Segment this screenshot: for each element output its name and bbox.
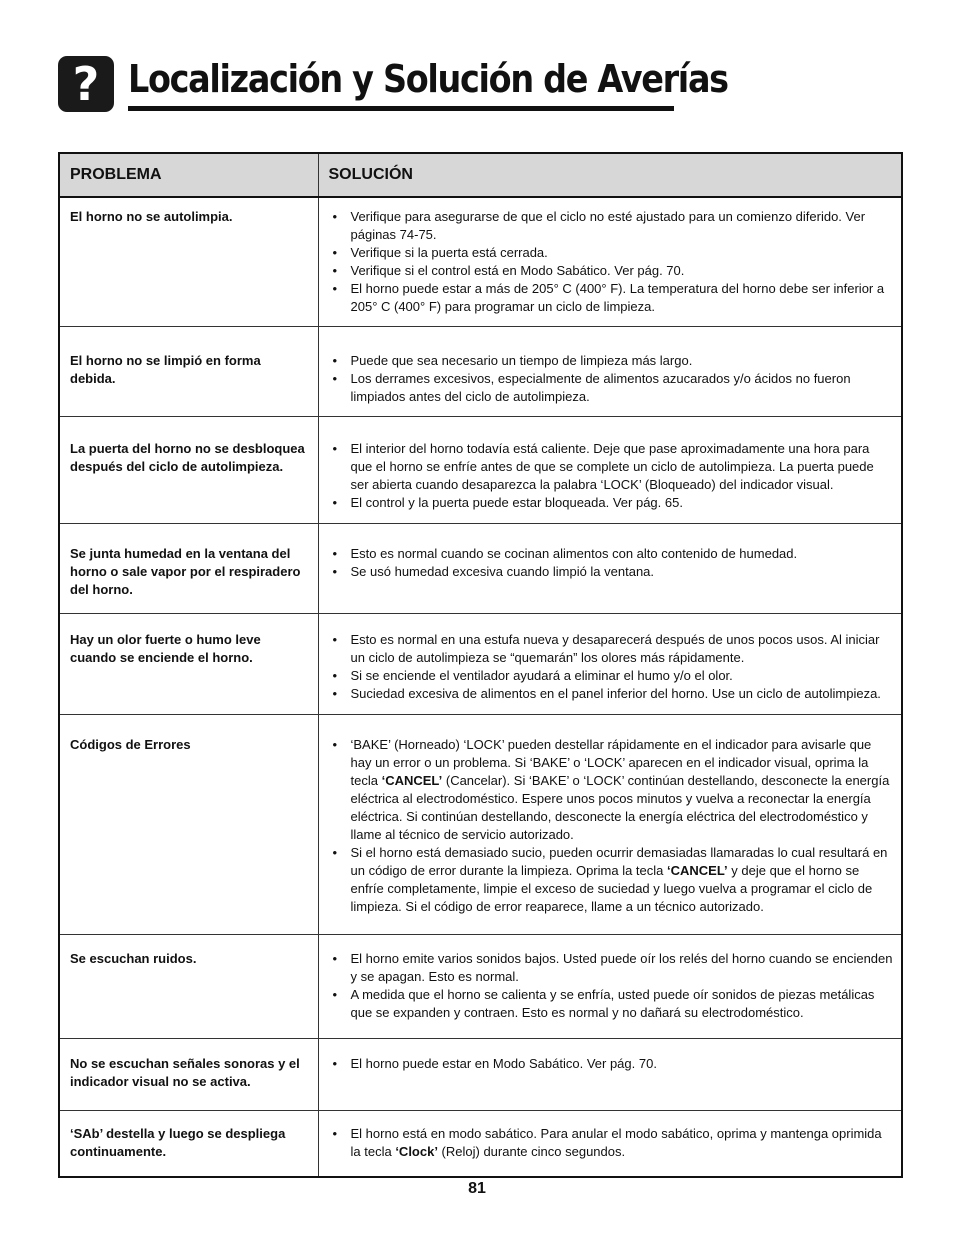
solution-list — [331, 736, 894, 916]
solution-text: Verifique si el control está en Modo Sabático. Ver pág. 70. — [350, 263, 685, 278]
column-header-solution: SOLUCIÓN — [318, 153, 902, 197]
solution-item — [331, 950, 894, 986]
solution-item — [331, 563, 894, 581]
key-name: ‘CANCEL’ — [381, 773, 443, 788]
solution-text: Esto es normal cuando se cocinan alimentos con alto contenido de humedad. — [350, 546, 798, 561]
problem-cell: La puerta del horno no se desbloquea después del ciclo de autolimpieza. — [59, 417, 318, 524]
problem-cell: El horno no se limpió en forma debida. — [59, 327, 318, 417]
key-name: ‘CANCEL’ — [667, 863, 728, 878]
problem-cell: ‘SAb’ destella y luego se despliega continuamente. — [59, 1111, 318, 1177]
solution-item — [331, 244, 894, 262]
solution-item — [331, 1125, 894, 1161]
table-row — [59, 417, 902, 524]
solution-text: (Cancelar). Si ‘BAKE’ o ‘LOCK’ continúan destellando, desconecte la energía eléctrica al electrodoméstico. Espere unos pocos minutos y vuelva a reconectar la energía eléctrica. Si continúan destellando, desconecte la energía eléctrica del electrodoméstico y llame al técnico de servicio autorizado. — [350, 773, 890, 842]
solution-item — [331, 685, 894, 703]
question-mark-icon: ? — [58, 56, 114, 112]
solution-list — [331, 1125, 894, 1161]
page-header — [58, 50, 728, 114]
solution-text: El horno está en modo sabático. Para anular el modo sabático, oprima y mantenga oprimida la tecla — [350, 1126, 882, 1159]
table-row — [59, 327, 902, 417]
solution-list — [331, 352, 894, 406]
solution-text: y deje que el horno se enfríe completamente, limpie el exceso de suciedad y luego vuelva a programar el ciclo de limpieza. Si el código de error reaparece, llame a un técnico autorizado. — [350, 863, 873, 914]
solution-item — [331, 986, 894, 1022]
page-title: Localización y Solución de Averías — [128, 57, 728, 101]
solution-text: El interior del horno todavía está caliente. Deje que pase aproximadamente una hora para que el horno se enfríe antes de que se complete un ciclo de autolimpieza. La puerta puede ser abierta cuando desaparezca la palabra ‘LOCK’ (Bloqueado) del indicador visual. — [350, 441, 874, 492]
problem-cell: Se escuchan ruidos. — [59, 935, 318, 1039]
solution-text: Se usó humedad excesiva cuando limpió la ventana. — [350, 564, 655, 579]
solution-cell — [318, 1039, 902, 1111]
solution-text: Si el horno está demasiado sucio, pueden ocurrir demasiadas llamaradas lo cual resultará en un código de error durante la limpieza. Oprima la tecla — [350, 845, 888, 878]
table-row — [59, 614, 902, 715]
solution-text: Verifique si la puerta está cerrada. — [350, 245, 548, 260]
solution-cell — [318, 524, 902, 614]
solution-list — [331, 440, 894, 512]
solution-text: Si se enciende el ventilador ayudará a eliminar el humo y/o el olor. — [350, 668, 733, 683]
title-underline — [128, 106, 674, 111]
table-header-row — [59, 153, 902, 197]
solution-item — [331, 667, 894, 685]
problem-cell: No se escuchan señales sonoras y el indicador visual no se activa. — [59, 1039, 318, 1111]
troubleshooting-table — [58, 152, 903, 1178]
key-name: ‘Clock’ — [395, 1144, 438, 1159]
solution-list — [331, 1055, 894, 1073]
solution-cell — [318, 935, 902, 1039]
solution-text: A medida que el horno se calienta y se enfría, usted puede oír sonidos de piezas metálicas que se expanden y contraen. Esto es normal y no dañará su electrodoméstico. — [350, 987, 875, 1020]
problem-cell: Se junta humedad en la ventana del horno o sale vapor por el respiradero del horno. — [59, 524, 318, 614]
solution-text: Esto es normal en una estufa nueva y desaparecerá después de unos pocos usos. Al iniciar un ciclo de autolimpieza se “quemarán” los olores más rápidamente. — [350, 632, 880, 665]
table-row — [59, 715, 902, 935]
problem-cell: Códigos de Errores — [59, 715, 318, 935]
solution-text: Verifique para asegurarse de que el ciclo no esté ajustado para un comienzo diferido. Ver páginas 74-75. — [350, 209, 866, 242]
solution-text: (Reloj) durante cinco segundos. — [437, 1144, 626, 1159]
table-row — [59, 1111, 902, 1177]
solution-text: ‘BAKE’ (Horneado) ‘LOCK’ pueden destellar rápidamente en el indicador para avisarle que hay un error o un problema. Si ‘BAKE’ o ‘LOCK’ aparecen en el indicador visual, oprima la tecla — [350, 737, 872, 788]
solution-item — [331, 545, 894, 563]
solution-cell — [318, 327, 902, 417]
solution-item — [331, 208, 894, 244]
solution-item — [331, 352, 894, 370]
solution-text: Puede que sea necesario un tiempo de limpieza más largo. — [350, 353, 693, 368]
solution-item — [331, 370, 894, 406]
solution-item — [331, 494, 894, 512]
solution-cell — [318, 197, 902, 327]
solution-list — [331, 545, 894, 581]
solution-item — [331, 262, 894, 280]
solution-item — [331, 1055, 894, 1073]
solution-list — [331, 631, 894, 703]
page-number: 81 — [468, 1180, 486, 1197]
solution-item — [331, 280, 894, 316]
solution-text: El horno puede estar en Modo Sabático. Ver pág. 70. — [350, 1056, 657, 1071]
solution-text: El horno emite varios sonidos bajos. Usted puede oír los relés del horno cuando se encienden y se apagan. Esto es normal. — [350, 951, 893, 984]
solution-text: Suciedad excesiva de alimentos en el panel inferior del horno. Use un ciclo de autolimpieza. — [350, 686, 881, 701]
solution-cell — [318, 614, 902, 715]
solution-cell — [318, 1111, 902, 1177]
table-row — [59, 197, 902, 327]
solution-cell — [318, 417, 902, 524]
solution-text: El horno puede estar a más de 205° C (400° F). La temperatura del horno debe ser inferior a 205° C (400° F) para programar un ciclo de limpieza. — [350, 281, 885, 314]
table-body — [59, 197, 902, 1177]
solution-list — [331, 950, 894, 1022]
solution-item — [331, 844, 894, 916]
solution-text: Los derrames excesivos, especialmente de alimentos azucarados y/o ácidos no fueron limpiados antes del ciclo de autolimpieza. — [350, 371, 851, 404]
column-header-problem: PROBLEMA — [59, 153, 318, 197]
table-row — [59, 524, 902, 614]
solution-cell — [318, 715, 902, 935]
solution-list — [331, 208, 894, 316]
table-row — [59, 1039, 902, 1111]
solution-item — [331, 440, 894, 494]
problem-cell: Hay un olor fuerte o humo leve cuando se enciende el horno. — [59, 614, 318, 715]
solution-item — [331, 631, 894, 667]
solution-item — [331, 736, 894, 844]
table-row — [59, 935, 902, 1039]
solution-text: El control y la puerta puede estar bloqueada. Ver pág. 65. — [350, 495, 683, 510]
problem-cell: El horno no se autolimpia. — [59, 197, 318, 327]
